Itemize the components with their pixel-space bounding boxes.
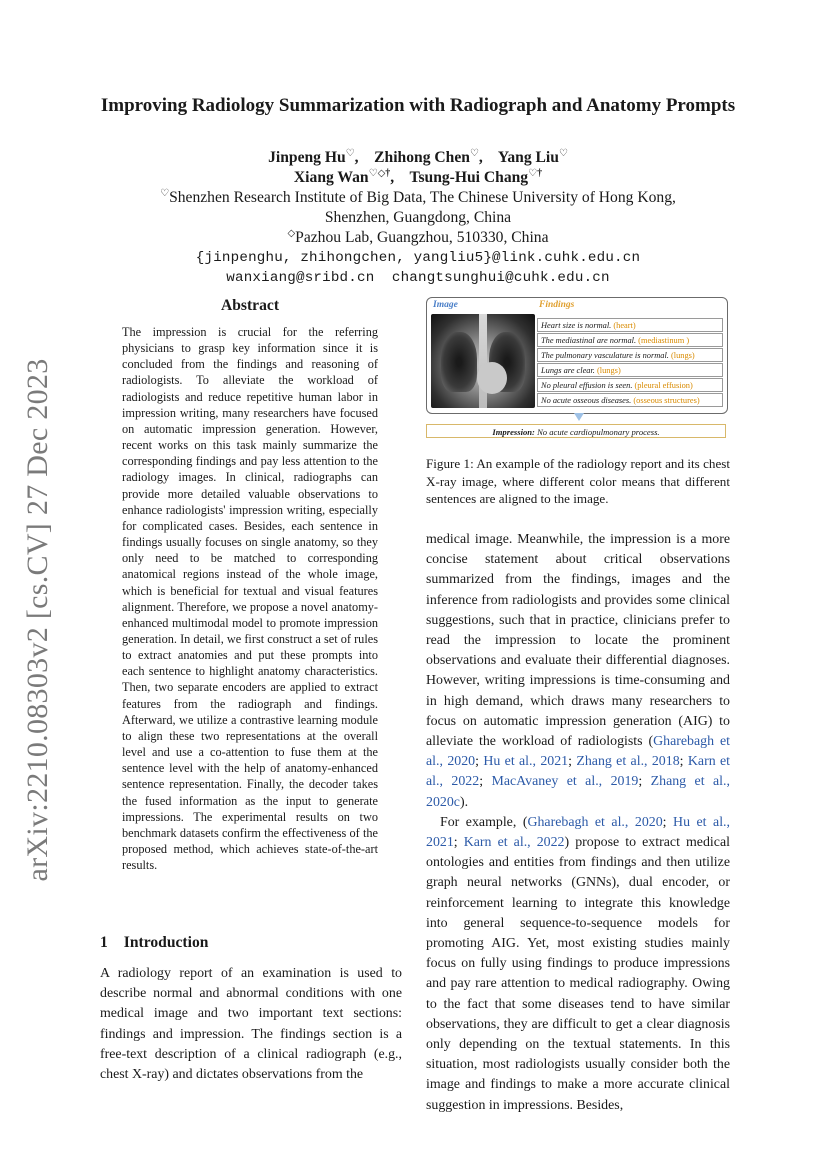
affiliation-1: ♡Shenzhen Research Institute of Big Data, The Chinese University of Hong Kong, xyxy=(160,187,676,206)
author-4: Xiang Wan xyxy=(293,169,369,186)
chest-xray-image xyxy=(431,314,535,408)
image-label: Image xyxy=(433,300,458,310)
finding-row: Lungs are clear. (lungs) xyxy=(537,363,723,377)
finding-row: Heart size is normal. (heart) xyxy=(537,318,723,332)
finding-row: No acute osseous diseases. (osseous structures) xyxy=(537,393,723,407)
abstract-body: The impression is crucial for the referring physicians to grasp key information since it is concluded from the findings and reasoning of radiologists. To alleviate the workload of radiologists and reduce repetitive human labor in impression writing, many researchers have focused on automatic impression generation. However, recent works on this task mainly summarize the corresponding findings and pay less attention to the radiology images. In clinical, radiographs can provide more detailed valuable observations to enhance radiologists' impression writing, especially for complicated cases. Besides, each sentence in findings usually focuses on single anatomy, so they only need to be matched to corresponding anatomical regions instead of the whole image, which is beneficial for textual and visual features alignment. Therefore, we propose a novel anatomy-enhanced multimodal model to promote impression generation. In detail, we first construct a set of rules to extract anatomies and put these prompts into each sentence to highlight anatomy characteristics. Then, two separate encoders are applied to extract features from the radiograph and findings. Afterward, we utilize a contrastive learning module to align these two representations at the overall level and use a co-attention to fuse them at the sentence level with the help of anatomy-enhanced sentence representation. Finally, the decoder takes the fused information as the input to generate impressions. The experimental results on two benchmark datasets confirm the effectiveness of the proposed method, which achieves state-of-the-art results. xyxy=(122,325,378,873)
author-3: Yang Liu xyxy=(497,149,559,166)
affiliation-1b: Shenzhen, Guangdong, China xyxy=(324,209,512,226)
abstract-heading: Abstract xyxy=(220,297,280,314)
author-block: Jinpeng Hu♡, Zhihong Chen♡, Yang Liu♡ Xiang Wan♡◇†, Tsung-Hui Chang♡† ♡Shenzhen Research Institute of Big Data, The Chinese University of Hong Kong, Shenzhen, Guangdong, China ◇Pazhou Lab, Guangzhou, 510330, China {jinpenghu, zhihongchen, yangliu5}@link.cuhk.edu.cn wanxiang@sribd.cn changtsunghui@cuhk.edu.cn xyxy=(100,148,736,288)
figure-panel xyxy=(426,297,728,414)
citation-link[interactable]: Zhang et al., 2018 xyxy=(576,754,680,770)
intro-paragraph-left: A radiology report of an examination is used to describe normal and abnormal conditions with one medical image and two important text sections: findings and impression. The findings section is a free-text description of a clinical radiograph (e.g., chest X-ray) and dictates observations from the xyxy=(100,966,402,1083)
author-1: Jinpeng Hu xyxy=(268,149,346,166)
arxiv-stamp: arXiv:2210.08303v2 [cs.CV] 27 Dec 2023 xyxy=(21,358,54,882)
affiliation-2: ◇Pazhou Lab, Guangzhou, 510330, China xyxy=(287,227,549,246)
down-arrow-icon xyxy=(574,413,584,421)
finding-row: The mediastinal are normal. (mediastinum ) xyxy=(537,333,723,347)
findings-label: Findings xyxy=(539,300,575,310)
citation-link[interactable]: Zhang et al., 2020c xyxy=(426,774,730,810)
citation-link[interactable]: Karn et al., 2022 xyxy=(426,754,731,790)
paragraph: For example, (Gharebagh et al., 2020; Hu et al., 2021; Karn et al., 2022) propose to extract medical ontologies and entities from findings and then utilize graph neural networks (GNNs), dual encoder, or reinforcement learning to integrate this knowledge into general sequence-to-sequence models for promoting AIG. Yet, most existing studies mainly focus on fully using findings to produce impressions and pay rare attention to medical radiography. Owing to the fact that some diseases tend to have similar observations, they are difficult to get a clear diagnosis only depending on the textual statements. In this situation, most radiologists usually consider both the image and findings to make a more accurate clinical suggestion in impressions. Besides, xyxy=(426,814,730,1113)
affil-mark: ♡ xyxy=(345,147,355,159)
finding-row: No pleural effusion is seen. (pleural effusion) xyxy=(537,378,723,392)
right-column-text xyxy=(426,530,730,1116)
figure-caption: Figure 1: An example of the radiology report and its chest X-ray image, where different color means that different sentences are aligned to the image. xyxy=(426,456,730,506)
email-line-2: wanxiang@sribd.cn changtsunghui@cuhk.edu.cn xyxy=(226,270,610,286)
paragraph: medical image. Meanwhile, the impression is a more concise statement about critical observations summarized from the findings, images and the inference from radiologists and provides some clinical suggestions, such that in practice, clinicians prefer to read the impression to locate the prominent observations and evaluate their differential diagnoses. However, writing impressions is time-consuming and in high demand, which draws many researchers to focus on automatic impression generation (AIG) to alleviate the workload of radiologists (Gharebagh et al., 2020; Hu et al., 2021; Zhang et al., 2018; Karn et al., 2022; MacAvaney et al., 2019; Zhang et al., 2020c). xyxy=(426,532,731,810)
affil-mark: ♡ xyxy=(469,147,479,159)
section-heading-introduction: 1 Introduction xyxy=(100,934,209,951)
affil-mark: ♡ xyxy=(558,147,568,159)
author-5: Tsung-Hui Chang xyxy=(409,169,529,186)
citation-link[interactable]: Hu et al., 2021 xyxy=(483,754,569,770)
paper-title: Improving Radiology Summarization with Radiograph and Anatomy Prompts xyxy=(100,95,736,116)
impression-box: Impression: No acute cardiopulmonary process. xyxy=(426,424,726,438)
citation-link[interactable]: Karn et al., 2022 xyxy=(463,835,565,851)
figure-1 xyxy=(426,297,728,442)
citation-link[interactable]: Hu et al., 2021 xyxy=(426,814,730,851)
citation-link[interactable]: Gharebagh et al., 2020 xyxy=(426,734,731,770)
finding-row: The pulmonary vasculature is normal. (lungs) xyxy=(537,348,723,362)
author-2: Zhihong Chen xyxy=(374,149,470,166)
email-line-1: {jinpenghu, zhihongchen, yangliu5}@link.cuhk.edu.cn xyxy=(195,250,641,266)
citation-link[interactable]: MacAvaney et al., 2019 xyxy=(491,774,639,790)
citation-link[interactable]: Gharebagh et al., 2020 xyxy=(527,814,663,830)
